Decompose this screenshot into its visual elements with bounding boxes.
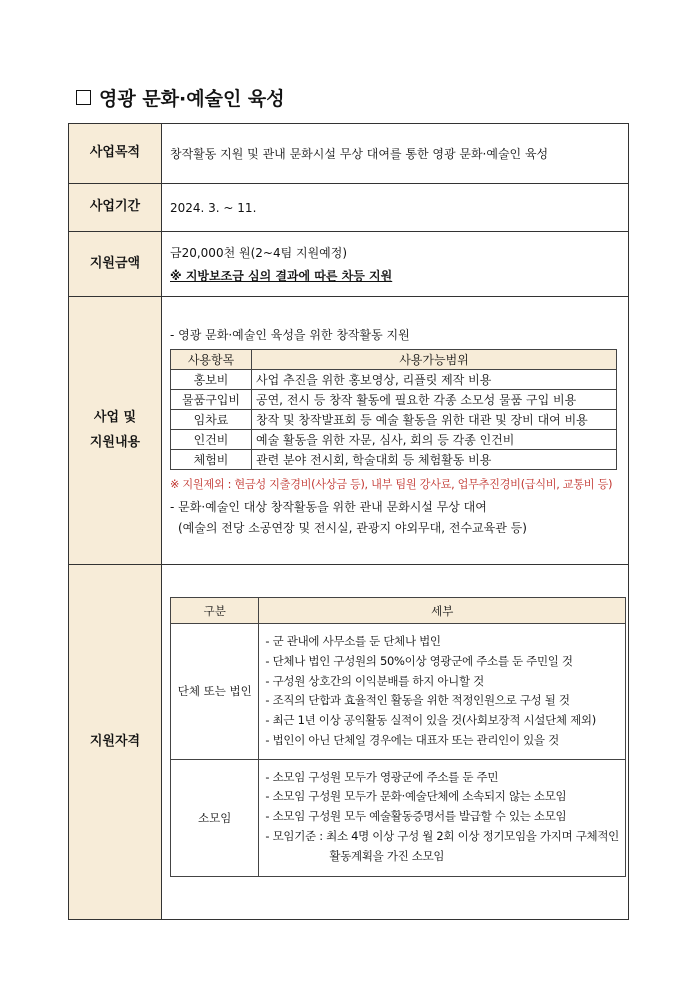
list-item-continuation: 활동계획을 가진 소모임 — [329, 848, 445, 863]
exclusion-note: ※ 지원제외 : 현금성 지출경비(사상금 등), 내부 팀원 강사료, 업무추진경비(급식비, 교통비 등) — [170, 477, 613, 491]
expense-header-item: 사용항목 — [171, 349, 252, 369]
list-item: - 조직의 단합과 효율적인 활동을 위한 적정인원으로 구성 될 것 — [265, 693, 570, 708]
expense-item: 체험비 — [171, 449, 252, 469]
qual-row-smallgroup — [171, 759, 626, 877]
amount-line: 금20,000천 원(2~4팀 지원예정) — [170, 246, 348, 260]
expense-item: 임차료 — [171, 409, 252, 429]
period-label: 사업기간 — [69, 184, 162, 232]
row-purpose — [69, 124, 629, 184]
qual-row-group — [171, 624, 626, 760]
expense-item: 물품구입비 — [171, 389, 252, 409]
list-item: - 모임기준 : 최소 4명 이상 구성 월 2회 이상 정기모임을 가지며 구체적인 — [265, 828, 619, 843]
list-item: - 최근 1년 이상 공익활동 실적이 있을 것(사회보장적 시설단체 제외) — [265, 713, 596, 728]
facility-line: - 문화·예술인 대상 창작활동을 위한 관내 문화시설 무상 대여 — [170, 499, 487, 514]
list-item: - 단체나 법인 구성원의 50%이상 영광군에 주소를 둔 주민일 것 — [265, 653, 573, 668]
program-table — [68, 123, 629, 920]
amount-note: ※ 지방보조금 심의 결과에 따른 차등 지원 — [170, 269, 393, 283]
list-item: - 구성원 상호간의 이익분배를 하지 아니할 것 — [265, 673, 484, 688]
qualification-label: 지원자격 — [69, 565, 162, 920]
period-text: 2024. 3. ~ 11. — [162, 184, 629, 232]
purpose-label: 사업목적 — [69, 124, 162, 184]
expense-item: 인건비 — [171, 429, 252, 449]
expense-header-row — [171, 349, 617, 369]
list-item: - 법인이 아닌 단체일 경우에는 대표자 또는 관리인이 있을 것 — [265, 732, 559, 747]
row-amount — [69, 232, 629, 297]
content-label: 사업 및 지원내용 — [69, 297, 162, 565]
checkbox-square-icon — [76, 90, 91, 105]
expense-scope: 사업 추진을 위한 홍보영상, 리플릿 제작 비용 — [252, 369, 617, 389]
expense-item: 홍보비 — [171, 369, 252, 389]
list-item: - 군 관내에 사무소를 둔 단체나 법인 — [265, 634, 441, 648]
expense-scope: 창작 및 창작발표회 등 예술 활동을 위한 대관 및 장비 대여 비용 — [252, 409, 617, 429]
qual-header-row — [171, 598, 626, 624]
qual-kind: 단체 또는 법인 — [171, 624, 259, 760]
heading-text: 영광 문화·예술인 육성 — [99, 88, 285, 110]
table-row — [171, 429, 617, 449]
amount-label: 지원금액 — [69, 232, 162, 297]
purpose-text: 창작활동 지원 및 관내 문화시설 무상 대여를 통한 영광 문화·예술인 육성 — [162, 124, 629, 184]
content-intro: - 영광 문화·예술인 육성을 위한 창작활동 지원 — [170, 327, 410, 342]
qual-header-kind: 구분 — [171, 598, 259, 624]
section-heading — [76, 84, 285, 111]
table-row — [171, 449, 617, 469]
expense-scope: 공연, 전시 등 창작 활동에 필요한 각종 소모성 물품 구입 비용 — [252, 389, 617, 409]
expense-header-scope: 사용가능범위 — [252, 349, 617, 369]
expense-scope: 관련 분야 전시회, 학술대회 등 체험활동 비용 — [252, 449, 617, 469]
qual-header-detail: 세부 — [259, 598, 626, 624]
table-row — [171, 389, 617, 409]
table-row — [171, 369, 617, 389]
expense-scope: 예술 활동을 위한 자문, 심사, 회의 등 각종 인건비 — [252, 429, 617, 449]
row-content — [69, 297, 629, 565]
list-item: - 소모임 구성원 모두가 문화·예술단체에 소속되지 않는 소모임 — [265, 789, 567, 804]
expense-table — [170, 349, 617, 470]
table-row — [171, 409, 617, 429]
qualification-table — [170, 597, 626, 877]
list-item: - 소모임 구성원 모두 예술활동증명서를 발급할 수 있는 소모임 — [265, 809, 567, 824]
qual-kind: 소모임 — [171, 759, 259, 877]
list-item: - 소모임 구성원 모두가 영광군에 주소를 둔 주민 — [265, 769, 499, 784]
facility-examples: (예술의 전당 소공연장 및 전시실, 관광지 야외무대, 전수교육관 등) — [178, 520, 527, 535]
row-period — [69, 184, 629, 232]
row-qualification — [69, 565, 629, 920]
